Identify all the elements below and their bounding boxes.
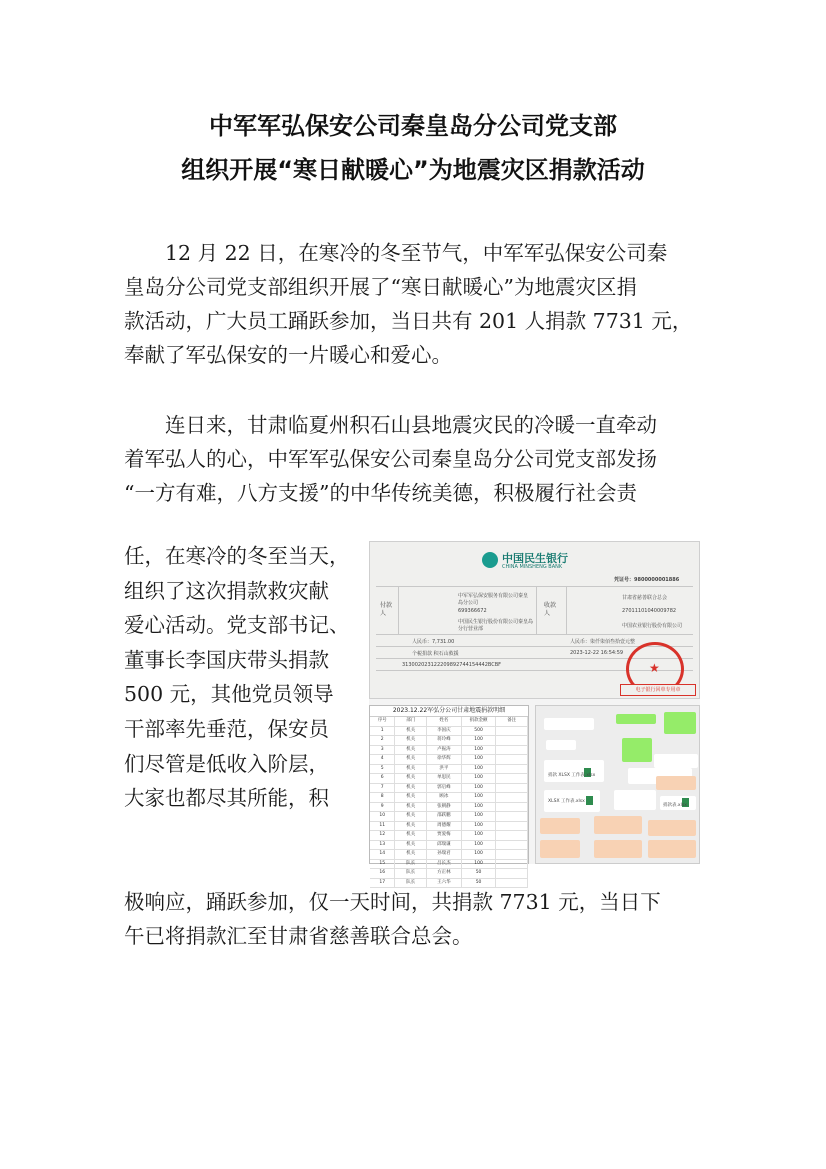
sheet-row bbox=[370, 850, 528, 860]
voucher-number: 凭证号：9800000001886 bbox=[614, 577, 680, 583]
sheet-cell: 队长 bbox=[395, 869, 427, 878]
sheet-row bbox=[370, 831, 528, 841]
text-line: 干部率先垂范，保安员 bbox=[124, 716, 329, 741]
sheet-cell: 王六华 bbox=[427, 879, 462, 888]
text-line: 奉献了军弘保安的一片暖心和爱心。 bbox=[124, 343, 452, 367]
sheet-row bbox=[370, 736, 528, 746]
sheet-cell: 12 bbox=[370, 831, 395, 840]
sheet-cell: 周德耀 bbox=[427, 822, 462, 831]
chat-screenshot bbox=[535, 705, 700, 864]
header-cell: 部门 bbox=[395, 717, 427, 726]
text-line: 午已将捐款汇至甘肃省慈善联合总会。 bbox=[124, 924, 473, 948]
sheet-cell: 16 bbox=[370, 869, 395, 878]
excel-file-icon bbox=[586, 796, 593, 805]
sheet-cell bbox=[496, 727, 528, 736]
bank-logo-icon bbox=[482, 552, 498, 568]
sheet-cell: 100 bbox=[462, 765, 497, 774]
amount: 人民币：7,731.00 bbox=[412, 639, 455, 645]
sheet-cell: 17 bbox=[370, 879, 395, 888]
sheet-cell: 15 bbox=[370, 860, 395, 869]
sheet-row bbox=[370, 784, 528, 794]
sheet-cell: 机关 bbox=[395, 755, 427, 764]
payee-bank: 中国农业银行股份有限公司 bbox=[622, 623, 683, 629]
sheet-cell bbox=[496, 831, 528, 840]
chat-file-name: 捐款表.xlsx bbox=[663, 803, 687, 808]
payee-label: 收款人 bbox=[544, 602, 557, 617]
sheet-cell: 机关 bbox=[395, 784, 427, 793]
sheet-cell: 100 bbox=[462, 841, 497, 850]
sheet-cell: 100 bbox=[462, 746, 497, 755]
sheet-cell: 11 bbox=[370, 822, 395, 831]
sheet-title: 2023.12.22军弘分公司甘肃地震捐款明细 bbox=[370, 706, 528, 717]
sheet-cell: 14 bbox=[370, 850, 395, 859]
header-cell: 备注 bbox=[496, 717, 528, 726]
sheet-row bbox=[370, 765, 528, 775]
text-line: 大家也都尽其所能，积 bbox=[124, 786, 329, 811]
sheet-cell: 吕长杰 bbox=[427, 860, 462, 869]
sheet-cell bbox=[496, 841, 528, 850]
chat-bubble bbox=[594, 816, 642, 834]
sheet-cell: 蒋玲峰 bbox=[427, 736, 462, 745]
chat-bubble bbox=[544, 760, 604, 782]
sheet-cell: 洪平 bbox=[427, 765, 462, 774]
sheet-row bbox=[370, 879, 528, 889]
sheet-cell: 6 bbox=[370, 774, 395, 783]
sheet-row bbox=[370, 860, 528, 870]
sheet-cell: 机关 bbox=[395, 793, 427, 802]
chat-bubble bbox=[614, 790, 656, 810]
sheet-cell bbox=[496, 765, 528, 774]
sheet-cell: 张朝静 bbox=[427, 803, 462, 812]
header-cell: 姓名 bbox=[427, 717, 462, 726]
sheet-cell bbox=[496, 850, 528, 859]
sheet-cell: 100 bbox=[462, 812, 497, 821]
header-cell: 捐款金额 bbox=[462, 717, 497, 726]
sheet-cell: 顾冰 bbox=[427, 793, 462, 802]
sheet-cell: 100 bbox=[462, 774, 497, 783]
chat-bubble bbox=[540, 818, 580, 834]
donation-evidence-figure bbox=[369, 541, 700, 885]
sheet-row bbox=[370, 793, 528, 803]
text-line: 组织了这次捐款救灾献 bbox=[124, 578, 329, 603]
sheet-cell: 100 bbox=[462, 784, 497, 793]
sheet-cell bbox=[496, 803, 528, 812]
sheet-cell: 5 bbox=[370, 765, 395, 774]
sheet-cell: 队长 bbox=[395, 860, 427, 869]
sheet-cell: 9 bbox=[370, 803, 395, 812]
sheet-cell: 机关 bbox=[395, 774, 427, 783]
chat-file-name: 捐款 XLSX 工作表.xlsx bbox=[548, 773, 596, 778]
sheet-body bbox=[370, 727, 528, 889]
seal-star-icon: ★ bbox=[649, 661, 660, 675]
text-line: 爱心活动。党支部书记、 bbox=[124, 613, 350, 638]
sheet-cell: 50 bbox=[462, 869, 497, 878]
seal-text: 电子银行回单专用章 bbox=[620, 684, 696, 696]
serial-number: 313002023122209892744154442BCBF bbox=[402, 662, 502, 668]
sheet-cell: 机关 bbox=[395, 765, 427, 774]
text-line: 款活动，广大员工踊跃参加，当日共有 201 人捐款 7731 元， bbox=[124, 309, 693, 333]
chat-bubble bbox=[648, 820, 696, 836]
paragraph-2-wrap bbox=[124, 539, 364, 816]
paragraph-1 bbox=[124, 236, 704, 372]
sheet-header-row bbox=[370, 717, 528, 727]
bank-name: 中国民生银行 bbox=[502, 552, 568, 565]
sheet-row bbox=[370, 869, 528, 879]
sheet-cell bbox=[496, 822, 528, 831]
payer-bank: 中国民生银行股份有限公司秦皇岛分行营业部 bbox=[458, 619, 534, 632]
sheet-row bbox=[370, 746, 528, 756]
payer-label: 付款人 bbox=[380, 602, 393, 617]
sheet-cell: 机关 bbox=[395, 831, 427, 840]
sheet-row bbox=[370, 755, 528, 765]
headline-line1: 中军军弘保安公司秦皇岛分公司党支部 bbox=[209, 112, 617, 140]
sheet-cell: 7 bbox=[370, 784, 395, 793]
sheet-cell bbox=[496, 879, 528, 888]
sheet-cell: 100 bbox=[462, 850, 497, 859]
chat-bubble bbox=[540, 840, 580, 858]
text-line: 董事长李国庆带头捐款 bbox=[124, 647, 329, 672]
sheet-cell: 4 bbox=[370, 755, 395, 764]
bank-name-en: CHINA MINSHENG BANK bbox=[502, 564, 563, 570]
sheet-cell: 徐华辉 bbox=[427, 755, 462, 764]
sheet-cell: 机关 bbox=[395, 803, 427, 812]
sheet-cell: 队长 bbox=[395, 879, 427, 888]
text-line: 们尽管是低收入阶层， bbox=[124, 751, 329, 776]
sheet-cell: 郭启峰 bbox=[427, 784, 462, 793]
sheet-cell: 李国庆 bbox=[427, 727, 462, 736]
sheet-cell: 100 bbox=[462, 860, 497, 869]
chat-bubble bbox=[594, 840, 642, 858]
sheet-cell bbox=[496, 755, 528, 764]
text-line: 500 元，其他党员领导 bbox=[124, 682, 334, 707]
sheet-cell bbox=[496, 736, 528, 745]
text-line: “一方有难，八方支援”的中华传统美德，积极履行社会责 bbox=[124, 481, 637, 505]
sheet-cell: 卢振涛 bbox=[427, 746, 462, 755]
sheet-cell: 100 bbox=[462, 831, 497, 840]
sheet-cell: 1 bbox=[370, 727, 395, 736]
sheet-cell: 机关 bbox=[395, 822, 427, 831]
chat-bubble bbox=[664, 712, 696, 734]
payee-name: 甘肃省慈善联合总会 bbox=[622, 595, 668, 601]
text-line: 连日来，甘肃临夏州积石山县地震灾民的冷暖一直牵动 bbox=[165, 413, 657, 437]
headline-line2: 组织开展“寒日献暖心”为地震灾区捐款活动 bbox=[181, 156, 645, 184]
paragraph-2-tail bbox=[124, 885, 704, 953]
sheet-cell: 机关 bbox=[395, 812, 427, 821]
sheet-cell: 机关 bbox=[395, 746, 427, 755]
bank-receipt bbox=[369, 541, 700, 699]
chat-bubble bbox=[616, 714, 656, 724]
text-line: 12 月 22 日，在寒冷的冬至节气，中军军弘保安公司秦 bbox=[165, 241, 668, 265]
chat-bubble bbox=[654, 754, 698, 768]
text-line: 极响应，踊跃参加，仅一天时间，共捐款 7731 元，当日下 bbox=[124, 890, 661, 914]
chat-bubble bbox=[656, 776, 696, 790]
chat-bubble bbox=[622, 738, 652, 762]
sheet-cell: 100 bbox=[462, 793, 497, 802]
sheet-cell bbox=[496, 793, 528, 802]
sheet-row bbox=[370, 727, 528, 737]
sheet-cell: 2 bbox=[370, 736, 395, 745]
sheet-cell: 机关 bbox=[395, 727, 427, 736]
sheet-row bbox=[370, 774, 528, 784]
sheet-cell: 100 bbox=[462, 822, 497, 831]
sheet-cell: 贾爱梅 bbox=[427, 831, 462, 840]
sheet-cell: 100 bbox=[462, 803, 497, 812]
paragraph-2-top bbox=[124, 408, 704, 510]
sheet-row bbox=[370, 812, 528, 822]
sheet-cell: 邵跃鹏 bbox=[427, 812, 462, 821]
text-line: 任，在寒冷的冬至当天， bbox=[124, 544, 350, 568]
sheet-cell: 机关 bbox=[395, 736, 427, 745]
chat-bubble bbox=[648, 840, 696, 858]
sheet-cell bbox=[496, 860, 528, 869]
text-line: 皇岛分公司党支部组织开展了“寒日献暖心”为地震灾区捐 bbox=[124, 275, 637, 299]
chat-bubble bbox=[544, 718, 594, 730]
sheet-cell: 100 bbox=[462, 755, 497, 764]
sheet-cell: 机关 bbox=[395, 850, 427, 859]
sheet-cell bbox=[496, 774, 528, 783]
sheet-cell bbox=[496, 869, 528, 878]
chat-file-name: XLSX 工作表.xlsx bbox=[548, 799, 585, 804]
text-line: 着军弘人的心，中军军弘保安公司秦皇岛分公司党支部发扬 bbox=[124, 447, 657, 471]
amount-words: 人民币：柒仟柒佰叁拾壹元整 bbox=[570, 639, 636, 645]
sheet-cell: 3 bbox=[370, 746, 395, 755]
sheet-cell bbox=[496, 784, 528, 793]
header-cell: 序号 bbox=[370, 717, 395, 726]
payee-account: 27011101040009782 bbox=[622, 608, 677, 614]
sheet-cell: 邱瑞谦 bbox=[427, 841, 462, 850]
sheet-cell: 10 bbox=[370, 812, 395, 821]
transaction-time: 2023-12-22 16:54:59 bbox=[570, 650, 624, 656]
sheet-cell: 孙瑞君 bbox=[427, 850, 462, 859]
purpose: 个税捐款 积石山救援 bbox=[412, 651, 459, 657]
sheet-cell bbox=[496, 746, 528, 755]
sheet-cell: 50 bbox=[462, 879, 497, 888]
sheet-cell: 500 bbox=[462, 727, 497, 736]
sheet-row bbox=[370, 803, 528, 813]
sheet-cell: 100 bbox=[462, 736, 497, 745]
chat-bubble bbox=[546, 740, 576, 750]
sheet-cell: 机关 bbox=[395, 841, 427, 850]
sheet-cell bbox=[496, 812, 528, 821]
sheet-cell: 13 bbox=[370, 841, 395, 850]
sheet-row bbox=[370, 822, 528, 832]
sheet-cell: 8 bbox=[370, 793, 395, 802]
sheet-row bbox=[370, 841, 528, 851]
payer-account: 699366672 bbox=[458, 608, 487, 614]
sheet-cell: 方正林 bbox=[427, 869, 462, 878]
sheet-cell: 单思民 bbox=[427, 774, 462, 783]
donation-spreadsheet bbox=[369, 705, 529, 885]
payer-name: 中军军弘保安服务有限公司秦皇岛分公司 bbox=[458, 593, 529, 606]
